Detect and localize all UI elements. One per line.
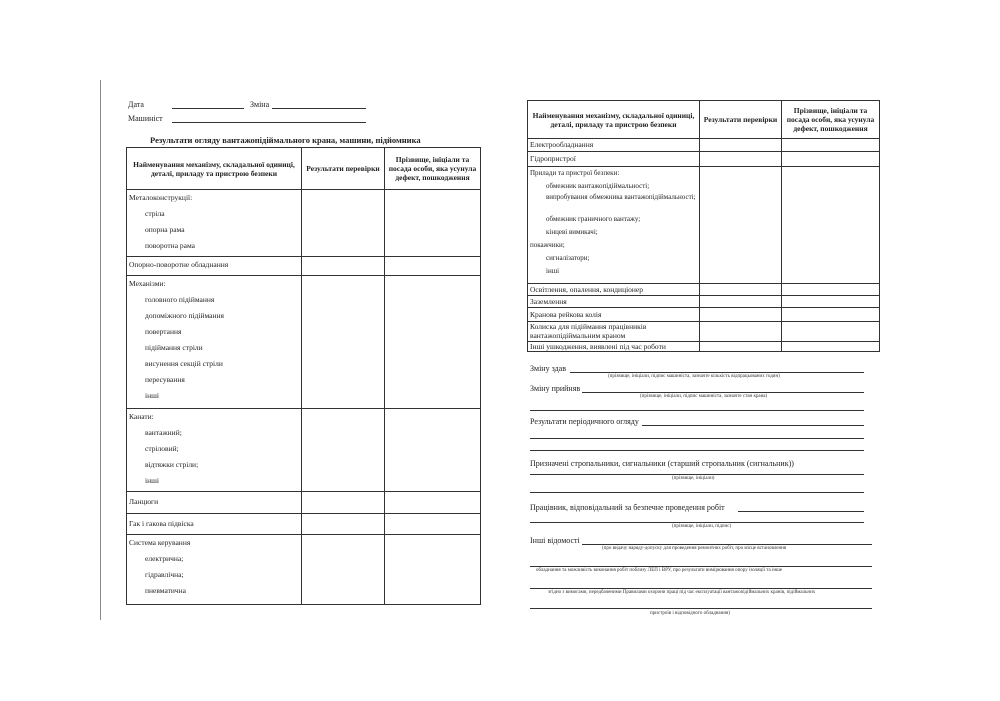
result-cell[interactable] (302, 409, 385, 492)
responsible-hint: (прізвище, ініціали, підпис) (672, 524, 732, 529)
periodic-results-label: Результати періодичного огляду (530, 417, 639, 426)
result-cell[interactable] (700, 284, 782, 296)
table-row (127, 514, 481, 535)
result-cell[interactable] (302, 190, 385, 257)
inspection-table-left (126, 147, 481, 605)
list-item: сигналізатори; (546, 254, 590, 262)
other-info-field-3[interactable] (530, 588, 872, 589)
column-header-name: Найменування механізму, складальної одиниці, деталі, приладу та пристрою безпеки (528, 101, 700, 139)
slingers-field[interactable] (530, 474, 864, 475)
shift-taken-field-2[interactable] (530, 410, 864, 411)
list-item: пересування (145, 375, 185, 384)
list-item: обмежник граничного вантажу; (546, 215, 641, 223)
list-item: поворотна рама (145, 241, 196, 250)
list-item: пневматична (145, 586, 187, 595)
result-cell[interactable] (302, 257, 385, 276)
other-info-hint: обладнання та можливість виконання робіт поблизу ЛЕП і ВРУ, про результати вимірювання опору ізоляції та інше (536, 568, 783, 573)
list-item: електрична; (145, 554, 184, 563)
other-info-field-4[interactable] (530, 608, 872, 609)
responsible-field-2[interactable] (530, 522, 864, 523)
table-row (127, 257, 481, 276)
column-header-responsible: Прізвище, ініціали та посада особи, яка усунула дефект, пошкодження (782, 101, 880, 139)
column-header-result: Результати перевірки (700, 101, 782, 139)
shift-handed-label: Зміну здав (530, 364, 566, 373)
list-item: відтяжки стріли; (145, 460, 199, 469)
responsible-field[interactable] (738, 511, 864, 512)
list-item: опорна рама (145, 225, 185, 234)
list-item: обмежник вантажопідіймальності; (546, 182, 650, 190)
column-header-responsible: Прізвище, ініціали та посада особи, яка усунула дефект, пошкодження (385, 148, 481, 190)
other-info-hint: згідно з вимогами, передбаченими Правилами охорони праці під час експлуатації вантажопідіймальних кранів, підіймальних (548, 590, 816, 595)
table-row (528, 139, 880, 152)
list-item: повертання (145, 327, 182, 336)
responsible-cell[interactable] (782, 296, 880, 308)
list-item: стріловий; (145, 444, 179, 453)
list-item: підіймання стріли (145, 343, 203, 352)
list-item: допоміжного підіймання (145, 311, 224, 320)
table-row (127, 276, 481, 409)
other-info-field[interactable] (582, 544, 872, 545)
page-fold-line (100, 80, 101, 620)
group-title: Канати: (129, 412, 154, 421)
row-label: Заземлення (530, 297, 567, 306)
responsible-cell[interactable] (782, 139, 880, 152)
table-row (127, 535, 481, 605)
responsible-cell[interactable] (782, 167, 880, 284)
result-cell[interactable] (302, 535, 385, 605)
table-row (528, 152, 880, 167)
result-cell[interactable] (700, 152, 782, 167)
result-cell[interactable] (700, 308, 782, 322)
group-title: Механізми: (129, 279, 166, 288)
page-title: Результати огляду вантажопідіймального крана, машини, підйомника (150, 135, 421, 145)
table-row (528, 296, 880, 308)
list-item: гідравлічна; (145, 570, 184, 579)
group-title: Система керування (129, 538, 191, 547)
list-item: висунення секцій стріли (145, 359, 223, 368)
result-cell[interactable] (302, 492, 385, 514)
other-info-hint: (про видачу наряду-допуску для проведення ремонтних робіт, про місце встановлення (602, 546, 787, 551)
table-row (528, 342, 880, 352)
row-label: Кранова рейкова колія (530, 310, 602, 319)
periodic-results-field-3[interactable] (530, 450, 864, 451)
result-cell[interactable] (700, 296, 782, 308)
row-label: Колиска для підіймання працівників вантажопідіймальним краном (530, 322, 647, 340)
table-row (528, 167, 880, 284)
inspection-table-right (527, 100, 880, 352)
slingers-hint: (прізвище, ініціали) (672, 476, 715, 481)
responsible-cell[interactable] (385, 492, 481, 514)
responsible-cell[interactable] (385, 409, 481, 492)
shift-field[interactable] (272, 108, 366, 109)
periodic-results-field[interactable] (642, 425, 864, 426)
responsible-cell[interactable] (782, 342, 880, 352)
date-label: Дата (128, 100, 144, 109)
shift-taken-field[interactable] (582, 392, 864, 393)
shift-taken-hint: (прізвище, ініціали, підпис машиніста, зазначте стан крана) (640, 394, 768, 399)
operator-label: Машиніст (128, 114, 163, 123)
result-cell[interactable] (700, 167, 782, 284)
list-item: вантажний; (145, 428, 182, 437)
slingers-field-2[interactable] (530, 492, 864, 493)
shift-handed-field[interactable] (570, 372, 864, 373)
list-item: кінцеві вимикачі; (546, 228, 598, 236)
responsible-cell[interactable] (782, 322, 880, 342)
shift-label: Зміна (250, 100, 270, 109)
result-cell[interactable] (700, 322, 782, 342)
result-cell[interactable] (302, 276, 385, 409)
other-info-hint: пристроїв і відповідного обладнання) (650, 611, 730, 616)
responsible-cell[interactable] (782, 284, 880, 296)
responsible-cell[interactable] (385, 276, 481, 409)
group-title: Ланцюги (129, 497, 159, 506)
table-row (127, 409, 481, 492)
row-label: Електрообладнання (530, 140, 594, 149)
responsible-cell[interactable] (385, 514, 481, 535)
responsible-label: Працівник, відповідальний за безпечне проведення робіт (530, 503, 725, 512)
periodic-results-field-2[interactable] (530, 438, 864, 439)
result-cell[interactable] (700, 342, 782, 352)
slingers-label: Призначені стропальники, сигнальники (старший стропальник (сигнальник)) (530, 459, 794, 468)
list-item: покажчики; (530, 241, 565, 249)
table-row (528, 322, 880, 342)
shift-handed-hint: (прізвище, ініціали, підпис машиніста, зазначте кількість відпрацьованих годин) (608, 374, 780, 379)
responsible-cell[interactable] (782, 308, 880, 322)
group-title: Гак і гакова підвіска (129, 519, 194, 528)
list-item: стріла (145, 209, 165, 218)
table-row (528, 308, 880, 322)
responsible-cell[interactable] (385, 257, 481, 276)
row-label: Гідропристрої (530, 154, 576, 163)
row-label: Освітлення, опалення, кондиціонер (530, 285, 644, 294)
responsible-cell[interactable] (385, 190, 481, 257)
column-header-result: Результати перевірки (302, 148, 385, 190)
list-item: головного підіймання (145, 295, 215, 304)
column-header-name: Найменування механізму, складальної одиниці, деталі, приладу та пристрою безпеки (127, 148, 302, 190)
table-row (528, 284, 880, 296)
shift-taken-label: Зміну прийняв (530, 384, 581, 393)
list-item: інші (145, 476, 159, 485)
other-info-field-2[interactable] (530, 566, 872, 567)
operator-field[interactable] (172, 122, 366, 123)
group-title: Прилади та пристрої безпеки: (530, 169, 620, 177)
result-cell[interactable] (700, 139, 782, 152)
responsible-cell[interactable] (782, 152, 880, 167)
other-info-label: Інші відомості (530, 536, 580, 545)
group-title: Опорно-поворотне обладнання (129, 260, 229, 269)
group-title: Металоконструкції: (129, 193, 193, 202)
responsible-cell[interactable] (385, 535, 481, 605)
row-label: Інші ушкодження, виявлені під час роботи (530, 342, 666, 351)
date-field[interactable] (172, 108, 244, 109)
table-row (127, 190, 481, 257)
list-item: інші (546, 267, 560, 275)
list-item: інші (145, 391, 159, 400)
result-cell[interactable] (302, 514, 385, 535)
list-item: випробування обмежника вантажопідіймальності; (546, 193, 696, 201)
table-row (127, 492, 481, 514)
